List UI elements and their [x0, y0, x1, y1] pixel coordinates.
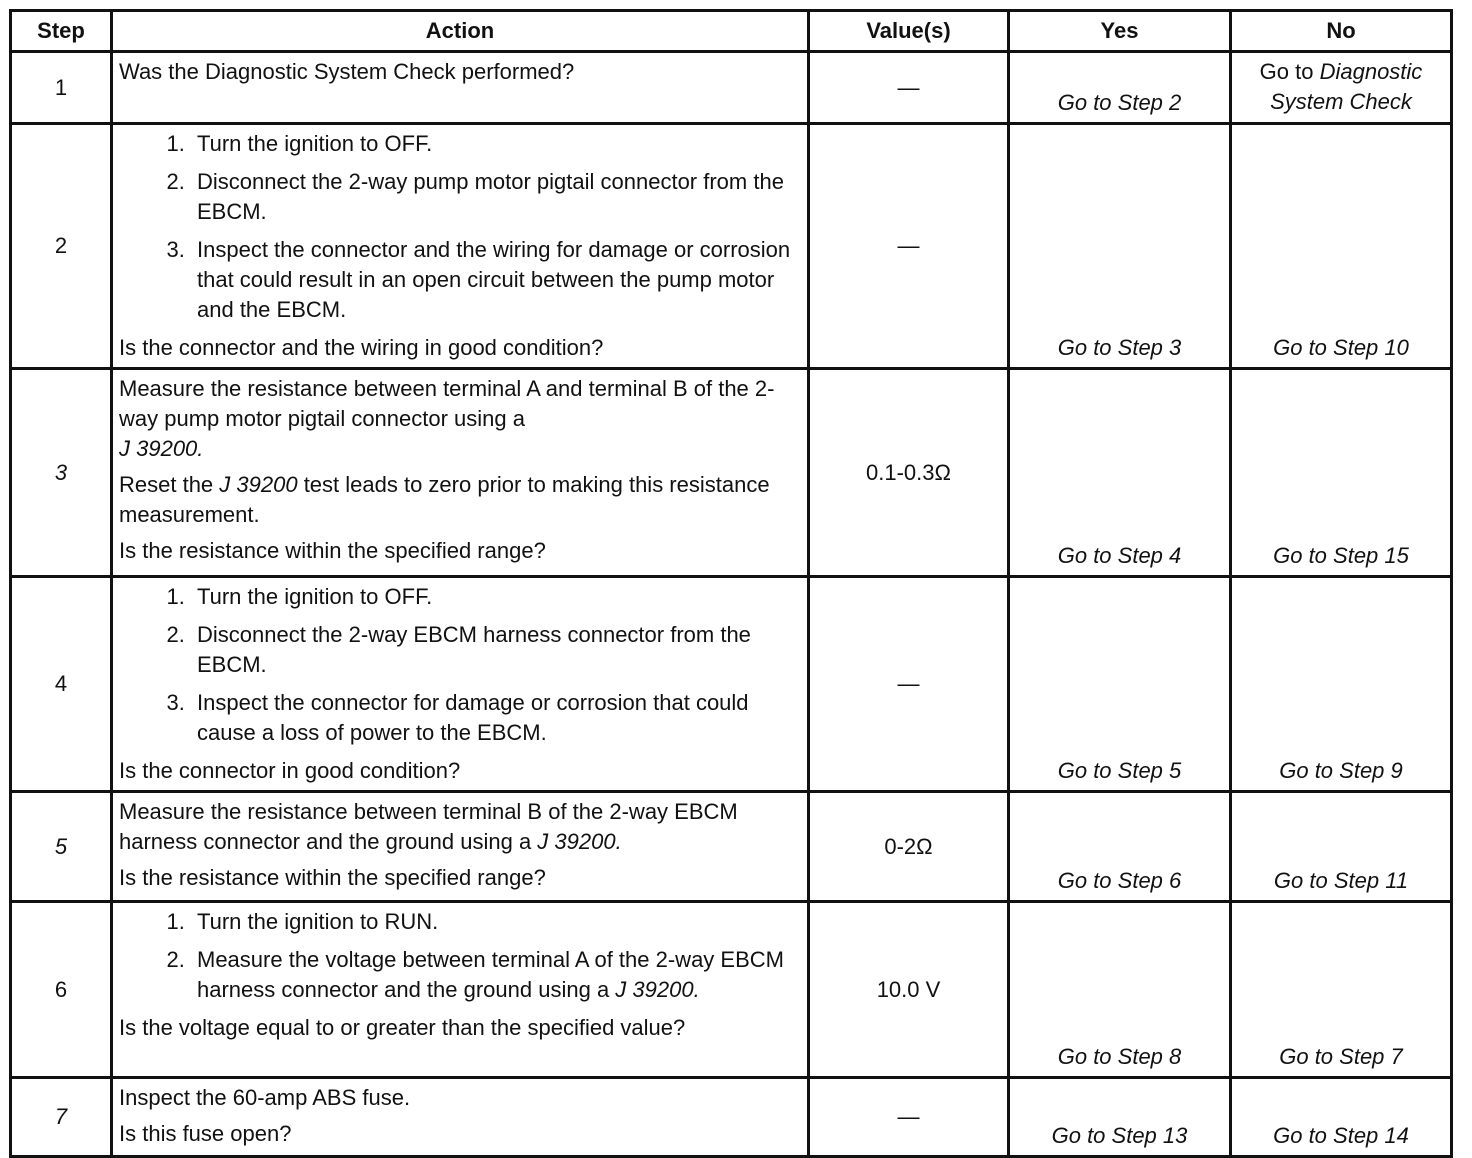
- step-number: 5: [11, 792, 112, 902]
- no-link[interactable]: Go to Step 15: [1273, 543, 1409, 568]
- step-number: 3: [11, 369, 112, 577]
- action-paragraph: [119, 797, 799, 857]
- table-row: [11, 577, 1452, 792]
- value-cell: 0-2Ω: [809, 792, 1009, 902]
- action-cell: [112, 902, 809, 1078]
- header-values: Value(s): [809, 11, 1009, 52]
- action-step-item: 2. Disconnect the 2-way pump motor pigtail connector from the EBCM.: [191, 167, 799, 227]
- yes-link[interactable]: Go to Step 13: [1051, 1123, 1188, 1148]
- yes-cell: [1009, 52, 1231, 124]
- no-cell: [1231, 52, 1452, 124]
- no-link[interactable]: Go to Diagnostic System Check: [1259, 59, 1423, 114]
- value-cell: —: [809, 1078, 1009, 1157]
- action-question: Was the Diagnostic System Check performed?: [119, 59, 575, 84]
- no-cell: [1231, 902, 1452, 1078]
- table-row: [11, 52, 1452, 124]
- action-step-item: 3. Inspect the connector and the wiring for damage or corrosion that could result in an open circuit between the pump motor and the EBCM.: [191, 235, 799, 325]
- no-link[interactable]: Go to Step 9: [1279, 758, 1403, 783]
- yes-link[interactable]: Go to Step 4: [1057, 543, 1182, 568]
- value-cell: —: [809, 577, 1009, 792]
- yes-link[interactable]: Go to Step 6: [1057, 868, 1182, 893]
- step-number: 1: [11, 52, 112, 124]
- header-action: Action: [112, 11, 809, 52]
- yes-link[interactable]: Go to Step 3: [1057, 335, 1182, 360]
- action-question: Is the resistance within the specified range?: [119, 865, 546, 890]
- action-cell: [112, 577, 809, 792]
- action-cell: [112, 124, 809, 369]
- value-cell: —: [809, 124, 1009, 369]
- action-steps: [119, 907, 799, 1005]
- action-step-item: 2. Disconnect the 2-way EBCM harness connector from the EBCM.: [191, 620, 799, 680]
- yes-cell: [1009, 792, 1231, 902]
- no-cell: [1231, 792, 1452, 902]
- action-cell: [112, 52, 809, 124]
- action-step-item: 1. Turn the ignition to RUN.: [191, 907, 799, 937]
- yes-link[interactable]: Go to Step 8: [1057, 1044, 1182, 1069]
- no-cell: [1231, 369, 1452, 577]
- table-row: [11, 792, 1452, 902]
- tool-reference: J 39200.: [119, 436, 204, 461]
- value-cell: —: [809, 52, 1009, 124]
- action-question: Is the resistance within the specified range?: [119, 538, 546, 563]
- yes-link[interactable]: Go to Step 2: [1057, 90, 1182, 115]
- header-row: [11, 11, 1452, 52]
- action-step-item: 3. Inspect the connector for damage or corrosion that could cause a loss of power to the EBCM.: [191, 688, 799, 748]
- action-text: Measure the voltage between terminal A of the 2-way EBCM harness connector and the ground using a: [197, 947, 784, 1002]
- step-number: 2: [11, 124, 112, 369]
- yes-link[interactable]: Go to Step 5: [1057, 758, 1182, 783]
- action-question: Is the connector and the wiring in good condition?: [119, 335, 604, 360]
- header-yes: Yes: [1009, 11, 1231, 52]
- yes-cell: [1009, 902, 1231, 1078]
- action-steps: [119, 129, 799, 325]
- action-cell: [112, 369, 809, 577]
- header-no: No: [1231, 11, 1452, 52]
- action-text: Reset the: [119, 472, 220, 497]
- no-link[interactable]: Go to Step 11: [1273, 868, 1409, 893]
- header-step: Step: [11, 11, 112, 52]
- action-cell: [112, 1078, 809, 1157]
- action-question: Is the voltage equal to or greater than the specified value?: [119, 1015, 686, 1040]
- no-cell: [1231, 1078, 1452, 1157]
- step-number: 4: [11, 577, 112, 792]
- yes-cell: [1009, 369, 1231, 577]
- no-link[interactable]: Go to Step 14: [1273, 1123, 1409, 1148]
- no-link[interactable]: Go to Step 7: [1279, 1044, 1403, 1069]
- action-text: test leads to zero prior to making this resistance measurement.: [119, 472, 770, 527]
- tool-reference: J 39200: [219, 472, 298, 497]
- value-cell: 0.1-0.3Ω: [809, 369, 1009, 577]
- no-link[interactable]: Go to Step 10: [1273, 335, 1409, 360]
- action-step-item: 1. Turn the ignition to OFF.: [191, 582, 799, 612]
- diagnostic-table: [9, 9, 1453, 1158]
- no-cell: [1231, 124, 1452, 369]
- action-paragraph: [119, 374, 799, 464]
- step-number: 6: [11, 902, 112, 1078]
- table-row: [11, 1078, 1452, 1157]
- step-number: 7: [11, 1078, 112, 1157]
- action-paragraph: [119, 470, 799, 530]
- action-cell: [112, 792, 809, 902]
- action-question: Is this fuse open?: [119, 1121, 292, 1146]
- yes-cell: [1009, 577, 1231, 792]
- table-row: [11, 124, 1452, 369]
- action-steps: [119, 582, 799, 748]
- value-cell: 10.0 V: [809, 902, 1009, 1078]
- action-step-item: [191, 945, 799, 1005]
- action-text: Measure the resistance between terminal A and terminal B of the 2-way pump motor pigtail connector using a: [119, 376, 775, 431]
- action-step-item: 1. Turn the ignition to OFF.: [191, 129, 799, 159]
- no-cell: [1231, 577, 1452, 792]
- table-row: [11, 369, 1452, 577]
- action-paragraph: Inspect the 60-amp ABS fuse.: [119, 1085, 411, 1110]
- yes-cell: [1009, 124, 1231, 369]
- action-question: Is the connector in good condition?: [119, 758, 461, 783]
- table-row: [11, 902, 1452, 1078]
- tool-reference: J 39200.: [615, 977, 700, 1002]
- tool-reference: J 39200.: [537, 829, 622, 854]
- yes-cell: [1009, 1078, 1231, 1157]
- action-text: Measure the resistance between terminal B of the 2-way EBCM harness connector and the ground using a: [119, 799, 738, 854]
